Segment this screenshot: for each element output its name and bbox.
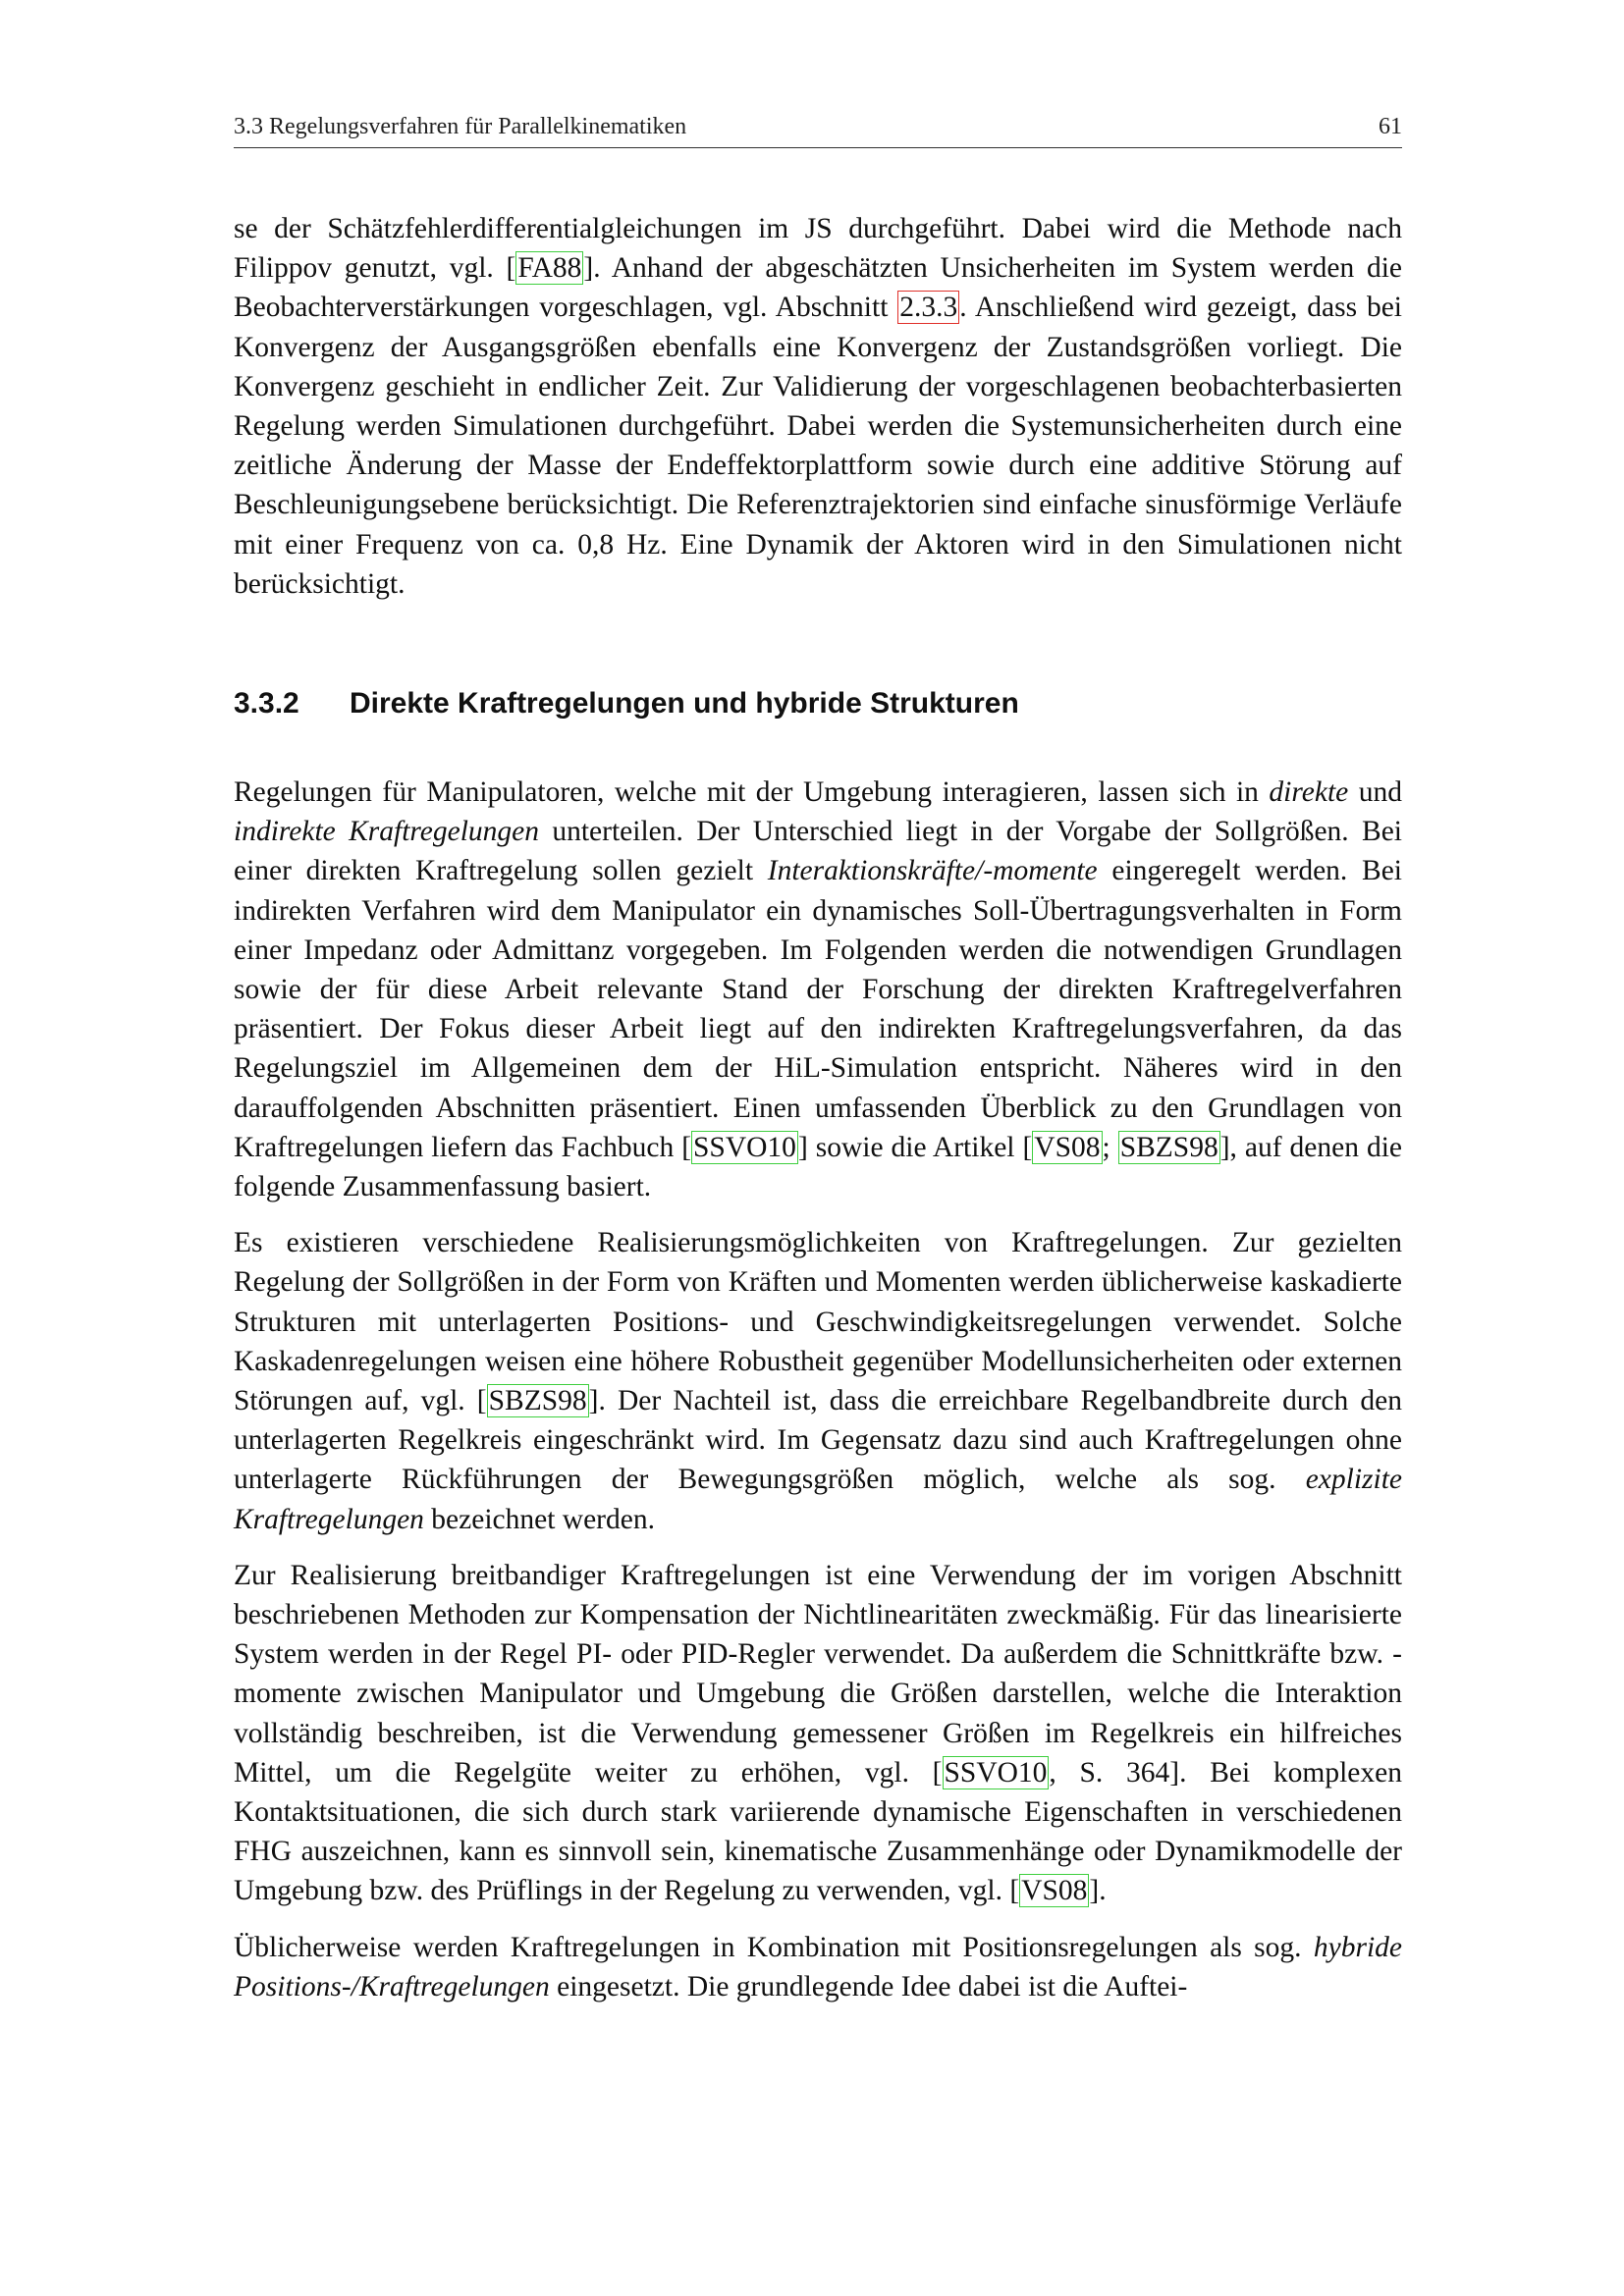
text-span: ], auf denen die folgende Zusammenfassung basiert. [234,1131,1402,1203]
emphasis: hybride Positions-/Kraftregelungen [234,1931,1402,2002]
page-number: 61 [1379,114,1402,139]
body-text-top [234,209,1402,604]
emphasis: Interaktionskräfte/-momente [767,855,1098,887]
section-number: 3.3.2 [234,687,299,720]
text-span: eingesetzt. Die grundlegende Idee dabei ist die Auftei- [549,1970,1188,2002]
paragraph-1 [234,773,1402,1206]
text-span: Regelungen für Manipulatoren, welche mit der Umgebung interagieren, lassen sich in [234,776,1270,808]
emphasis: indirekte Kraftregelungen [234,816,540,848]
text-span: ]. Der Nachteil ist, dass die erreichbare Regelbandbreite durch den unterlagerten Regelkreis eingeschränkt wird. Im Gegensatz dazu sind auch Kraftregelungen ohne unterlagerte Rückführungen der Bewegungsgrößen möglich, welche als sog. [234,1385,1402,1496]
text-span: , S. 364]. Bei komplexen Kontaktsituationen, die sich durch stark variierende dynamische Eigenschaften in verschiedenen FHG auszeichnen, kann es sinnvoll sein, kinematische Zusammenhänge oder Dynamikmodelle der Umgebung bzw. des Prüflings in der Regelung zu verwenden, vgl. [ [234,1756,1402,1907]
section-link[interactable]: 2.3.3 [899,292,958,324]
running-title: 3.3 Regelungsverfahren für Parallelkinematiken [234,114,687,139]
citation-link[interactable]: VS08 [1034,1131,1101,1163]
paragraph-4 [234,1928,1402,2006]
citation-link[interactable]: SSVO10 [693,1131,796,1163]
text-span: Zur Realisierung breitbandiger Kraftregelungen ist eine Verwendung der im vorigen Abschnitt beschriebenen Methoden zur Kompensation der Nichtlinearitäten zweckmäßig. Für das linearisierte System werden in der Regel PI- oder PID-Regler verwendet. Da außerdem die Schnittkräfte bzw. -momente zwischen Manipulator und Umgebung die Größen darstellen, welche die Interaktion vollständig beschreiben, ist die Verwendung gemessener Größen im Regelkreis ein hilfreiches Mittel, um die Regelgüte weiter zu erhöhen, vgl. [ [234,1559,1402,1789]
text-span: unterteilen. Der Unterschied liegt in der Vorgabe der Sollgrößen. Bei einer direkten Kraftregelung sollen gezielt [234,816,1402,887]
text-span: ; [1102,1131,1118,1163]
text-span: Es existieren verschiedene Realisierungsmöglichkeiten von Kraftregelungen. Zur gezielten Regelung der Sollgrößen in der Form von Kräften und Momenten werden üblicherweise kaskadierte Strukturen mit unterlagerten Positions- und Geschwindigkeitsregelungen verwendet. Solche Kaskadenregelungen weisen eine höhere Robustheit gegenüber Modellunsicherheiten oder externen Störungen auf, vgl. [ [234,1227,1402,1417]
paragraph-2 [234,1223,1402,1539]
emphasis: explizite Kraftregelungen [234,1464,1402,1535]
text-span: bezeichnet werden. [423,1503,655,1535]
citation-link[interactable]: FA88 [517,252,582,285]
citation-link[interactable]: SBZS98 [488,1385,587,1417]
text-span: und [1348,776,1402,808]
citation-link[interactable]: SSVO10 [944,1756,1048,1789]
text-span: se der Schätzfehlerdifferentialgleichungen im JS durchgeführt. Dabei wird die Methode nach Filippov genutzt, vgl. [ [234,213,1402,285]
body-text-main [234,773,1402,2023]
section-heading [234,687,1402,721]
text-span: ]. [1089,1875,1107,1907]
citation-link[interactable]: SBZS98 [1119,1131,1218,1163]
text-span: ]. Anhand der abgeschätzten Unsicherheiten im System werden die Beobachterverstärkungen vorgeschlagen, vgl. Abschnitt [234,252,1402,324]
paragraph-3 [234,1556,1402,1911]
citation-link[interactable]: VS08 [1021,1875,1088,1907]
paragraph-0 [234,209,1402,604]
text-span: ] sowie die Artikel [ [797,1131,1033,1163]
text-span: Üblicherweise werden Kraftregelungen in Kombination mit Positionsregelungen als sog. [234,1931,1314,1963]
section-title: Direkte Kraftregelungen und hybride Strukturen [350,687,1019,720]
text-span: . Anschließend wird gezeigt, dass bei Konvergenz der Ausgangsgrößen ebenfalls eine Konvergenz der Zustandsgrößen vorliegt. Die Konvergenz geschieht in endlicher Zeit. Zur Validierung der vorgeschlagenen beobachterbasierten Regelung werden Simulationen durchgeführt. Dabei werden die Systemunsicherheiten durch eine zeitliche Änderung der Masse der Endeffektorplattform sowie durch eine additive Störung auf Beschleunigungsebene berücksichtigt. Die Referenztrajektorien sind einfache sinusförmige Verläufe mit einer Frequenz von ca. 0,8 Hz. Eine Dynamik der Aktoren wird in den Simulationen nicht berücksichtigt. [234,292,1402,600]
emphasis: direkte [1269,776,1349,808]
text-span: eingeregelt werden. Bei indirekten Verfahren wird dem Manipulator ein dynamisches Soll-Übertragungsverhalten in Form einer Impedanz oder Admittanz vorgegeben. Im Folgenden werden die notwendigen Grundlagen sowie der für diese Arbeit relevante Stand der Forschung der direkten Kraftregelverfahren präsentiert. Der Fokus dieser Arbeit liegt auf den indirekten Kraftregelungsverfahren, da das Regelungsziel im Allgemeinen dem der HiL-Simulation entspricht. Näheres wird in den darauffolgenden Abschnitten präsentiert. Einen umfassenden Überblick zu den Grundlagen von Kraftregelungen liefern das Fachbuch [ [234,855,1402,1163]
page-header [234,112,1402,148]
